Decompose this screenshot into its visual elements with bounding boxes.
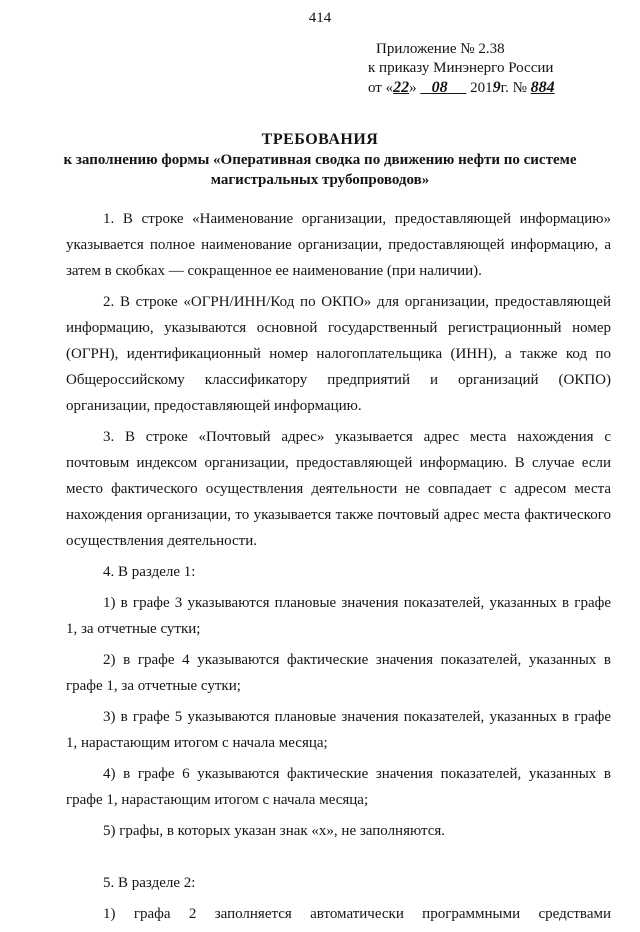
paragraph: 3. В строке «Почтовый адрес» указывается адрес места нахождения с почтовым индексом организации, предоставляющей информацию. В случае если место фактического осуществления деятельности не совпадает с адресом места нахождения организации, то указывается также почтовый адрес места фактического осуществления деятельности.: [66, 429, 611, 549]
appendix-order-line: к приказу Минэнерго России: [368, 60, 554, 76]
title-heading: ТРЕБОВАНИЯ: [261, 131, 379, 148]
appendix-line: Приложение № 2.38: [376, 41, 505, 57]
paragraph: 2. В строке «ОГРН/ИНН/Код по ОКПО» для организации, предоставляющей информацию, указываются основной государственный регистрационный номер (ОГРН), идентификационный номер налогоплательщика (ИНН), а также код по Общероссийскому классификатору предприятий и организаций (ОКПО) организации, предоставляющей информацию.: [66, 294, 611, 414]
list-item: 1) в графе 3 указываются плановые значения показателей, указанных в графе 1, за отчетные сутки;: [66, 595, 611, 637]
handwritten-year-digit: 9: [492, 79, 501, 96]
date-prefix: от «: [368, 80, 394, 96]
title-subtitle-line: к заполнению формы «Оперативная сводка по движению нефти по системе: [63, 152, 577, 168]
list-item: 1) графа 2 заполняется автоматически программными средствами: [103, 906, 611, 922]
document-title: [40, 130, 600, 190]
month-blank: [420, 80, 466, 96]
section-heading: 4. В разделе 1:: [103, 564, 196, 580]
list-item: 2) в графе 4 указываются фактические значения показателей, указанных в графе 1, за отчетные сутки;: [66, 652, 611, 694]
list-item: 4) в графе 6 указываются фактические значения показателей, указанных в графе 1, нарастающим итогом с начала месяца;: [66, 766, 611, 808]
document-body: [66, 206, 611, 932]
appendix-header: [368, 40, 616, 98]
list-item: 3) в графе 5 указываются плановые значения показателей, указанных в графе 1, нарастающим итогом с начала месяца;: [66, 709, 611, 751]
handwritten-month: 08: [431, 79, 448, 96]
section-heading: 5. В разделе 2:: [103, 875, 196, 891]
appendix-date-line: [368, 78, 616, 98]
handwritten-day: 22: [393, 79, 410, 96]
list-item: 5) графы, в которых указан знак «х», не заполняются.: [103, 823, 446, 839]
year-suffix: г. №: [500, 80, 527, 96]
paragraph: 1. В строке «Наименование организации, предоставляющей информацию» указывается полное наименование организации, предоставляющей информацию, а затем в скобках — сокращенное ее наименование (при наличии).: [66, 211, 611, 279]
year-prefix: 201: [470, 80, 493, 96]
page-number: 414: [308, 10, 332, 26]
title-subtitle-line: магистральных трубопроводов»: [210, 172, 430, 188]
handwritten-order-number: 884: [530, 79, 555, 96]
date-quote: »: [409, 80, 417, 96]
